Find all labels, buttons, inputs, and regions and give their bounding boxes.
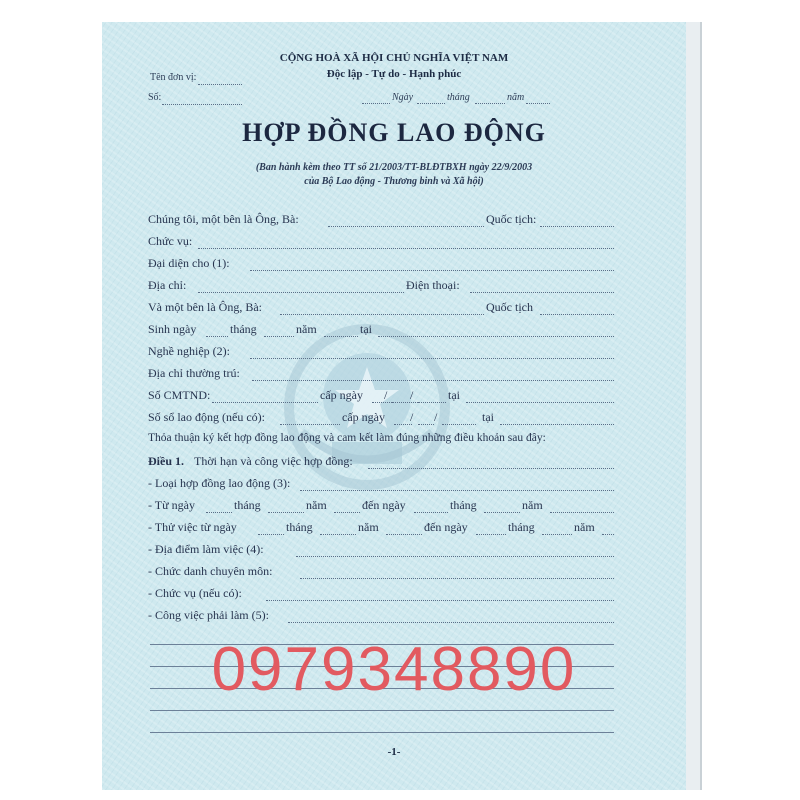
article-1-label: Điều 1. <box>148 454 184 468</box>
writing-line-5[interactable] <box>150 732 614 733</box>
party-b-name-field[interactable] <box>280 314 484 315</box>
page-edge-shadow <box>700 22 702 790</box>
party-b-nationality-field[interactable] <box>540 314 614 315</box>
id-issue-place-label: tại <box>448 388 460 402</box>
contract-page <box>102 22 686 790</box>
page-number: -1- <box>387 746 401 758</box>
probation-to-day-field[interactable] <box>476 534 506 535</box>
position-field[interactable] <box>198 248 614 249</box>
to-month-field[interactable] <box>484 512 520 513</box>
labor-book-sep-2: / <box>434 410 438 424</box>
probation-from-year-field[interactable] <box>386 534 422 535</box>
contract-type-label: - Loại hợp đồng lao động (3): <box>148 476 291 490</box>
motto: Độc lập - Tự do - Hạnh phúc <box>326 68 462 80</box>
to-year-field[interactable] <box>550 512 614 513</box>
workplace-label: - Địa điểm làm việc (4): <box>148 542 264 556</box>
address-label: Địa chỉ: <box>148 278 187 292</box>
probation-from-day-field[interactable] <box>258 534 284 535</box>
unit-label: Tên đơn vị: <box>150 72 197 83</box>
id-issue-year-field[interactable] <box>418 402 446 403</box>
birth-place-label: tại <box>360 322 372 336</box>
article-1-text: Thời hạn và công việc hợp đồng: <box>194 454 353 468</box>
subtitle-line-2: của Bộ Lao động - Thương binh và Xã hội) <box>304 176 484 187</box>
to-date-label: đến ngày <box>362 498 406 512</box>
tasks-label: - Công việc phải làm (5): <box>148 608 269 622</box>
contract-type-field[interactable] <box>300 490 614 491</box>
to-year-label: năm <box>522 498 543 512</box>
phone-label: Điện thoại: <box>406 278 460 292</box>
number-label: Số: <box>148 92 162 103</box>
labor-book-sep-1: / <box>410 410 414 424</box>
birth-year-field[interactable] <box>324 336 358 337</box>
date-place-field[interactable] <box>362 103 390 104</box>
writing-line-4[interactable] <box>150 710 614 711</box>
from-month-label: tháng <box>234 498 261 512</box>
number-field[interactable] <box>162 104 242 105</box>
birth-month-field[interactable] <box>264 336 294 337</box>
party-b-name-label: Và một bên là Ông, Bà: <box>148 300 262 314</box>
phone-field[interactable] <box>470 292 614 293</box>
party-b-nationality-label: Quốc tịch <box>486 300 533 314</box>
national-emblem-watermark <box>272 312 462 502</box>
labor-book-place-field[interactable] <box>500 424 614 425</box>
from-year-field[interactable] <box>334 512 360 513</box>
permanent-address-field[interactable] <box>252 380 614 381</box>
position-label: Chức vụ: <box>148 234 193 248</box>
date-month-field[interactable] <box>475 103 505 104</box>
probation-to-year-field[interactable] <box>602 534 614 535</box>
probation-to-label: đến ngày <box>424 520 468 534</box>
id-date-sep-2: / <box>410 388 414 402</box>
duty-field[interactable] <box>266 600 614 601</box>
party-a-nationality-field[interactable] <box>540 226 614 227</box>
labor-book-month-field[interactable] <box>418 424 434 425</box>
from-date-label: - Từ ngày <box>148 498 195 512</box>
party-a-nationality-label: Quốc tịch: <box>486 212 537 226</box>
job-title-field[interactable] <box>300 578 614 579</box>
representative-field[interactable] <box>250 270 614 271</box>
labor-book-date-label: cấp ngày <box>342 410 385 424</box>
id-number-label: Số CMTND: <box>148 388 211 402</box>
birth-day-field[interactable] <box>206 336 228 337</box>
date-month-label: tháng <box>447 92 470 103</box>
workplace-field[interactable] <box>296 556 614 557</box>
representative-label: Đại diện cho (1): <box>148 256 230 270</box>
id-issue-date-label: cấp ngày <box>320 388 363 402</box>
labor-book-field[interactable] <box>280 424 340 425</box>
tasks-field[interactable] <box>288 622 614 623</box>
probation-to-year-label: năm <box>574 520 595 534</box>
party-a-name-field[interactable] <box>328 226 484 227</box>
agreement-statement: Thỏa thuận ký kết hợp đồng lao động và cam kết làm đúng những điều khoản sau đây: <box>148 432 546 444</box>
id-date-sep-1: / <box>384 388 388 402</box>
document-title: HỢP ĐỒNG LAO ĐỘNG <box>242 118 546 147</box>
labor-book-label: Số sổ lao động (nếu có): <box>148 410 265 424</box>
id-number-field[interactable] <box>212 402 318 403</box>
job-title-label: - Chức danh chuyên môn: <box>148 564 273 578</box>
birth-place-field[interactable] <box>378 336 614 337</box>
phone-number-overlay: 0979348890 <box>211 635 577 704</box>
unit-field[interactable] <box>198 84 242 85</box>
to-day-field[interactable] <box>414 512 448 513</box>
permanent-address-label: Địa chỉ thường trú: <box>148 366 240 380</box>
probation-to-month-label: tháng <box>508 520 535 534</box>
labor-book-year-field[interactable] <box>442 424 476 425</box>
date-year-label: năm <box>507 92 525 103</box>
occupation-field[interactable] <box>250 358 614 359</box>
id-issue-month-field[interactable] <box>392 402 418 403</box>
date-day-label: Ngày <box>392 92 414 103</box>
birth-month-label: tháng <box>230 322 257 336</box>
birth-year-label: năm <box>296 322 317 336</box>
from-year-label: năm <box>306 498 327 512</box>
from-day-field[interactable] <box>206 512 232 513</box>
article-1-field[interactable] <box>368 468 614 469</box>
party-a-name-label: Chúng tôi, một bên là Ông, Bà: <box>148 212 299 226</box>
republic-heading: CỘNG HOÀ XÃ HỘI CHỦ NGHĨA VIỆT NAM <box>279 52 509 64</box>
subtitle-line-1: (Ban hành kèm theo TT số 21/2003/TT-BLĐTBXH ngày 22/9/2003 <box>255 162 533 173</box>
address-field[interactable] <box>198 292 404 293</box>
to-month-label: tháng <box>450 498 477 512</box>
date-year-field[interactable] <box>526 103 550 104</box>
probation-from-month-field[interactable] <box>320 534 356 535</box>
page-edge-strip <box>686 22 700 790</box>
from-month-field[interactable] <box>268 512 304 513</box>
probation-to-month-field[interactable] <box>542 534 572 535</box>
probation-from-year-label: năm <box>358 520 379 534</box>
occupation-label: Nghề nghiệp (2): <box>148 344 230 358</box>
date-day-field[interactable] <box>417 103 445 104</box>
labor-book-place-label: tại <box>482 410 494 424</box>
id-issue-place-field[interactable] <box>466 402 614 403</box>
probation-from-month-label: tháng <box>286 520 313 534</box>
probation-from-label: - Thử việc từ ngày <box>148 520 237 534</box>
birth-day-label: Sinh ngày <box>148 322 197 336</box>
duty-label: - Chức vụ (nếu có): <box>148 586 242 600</box>
